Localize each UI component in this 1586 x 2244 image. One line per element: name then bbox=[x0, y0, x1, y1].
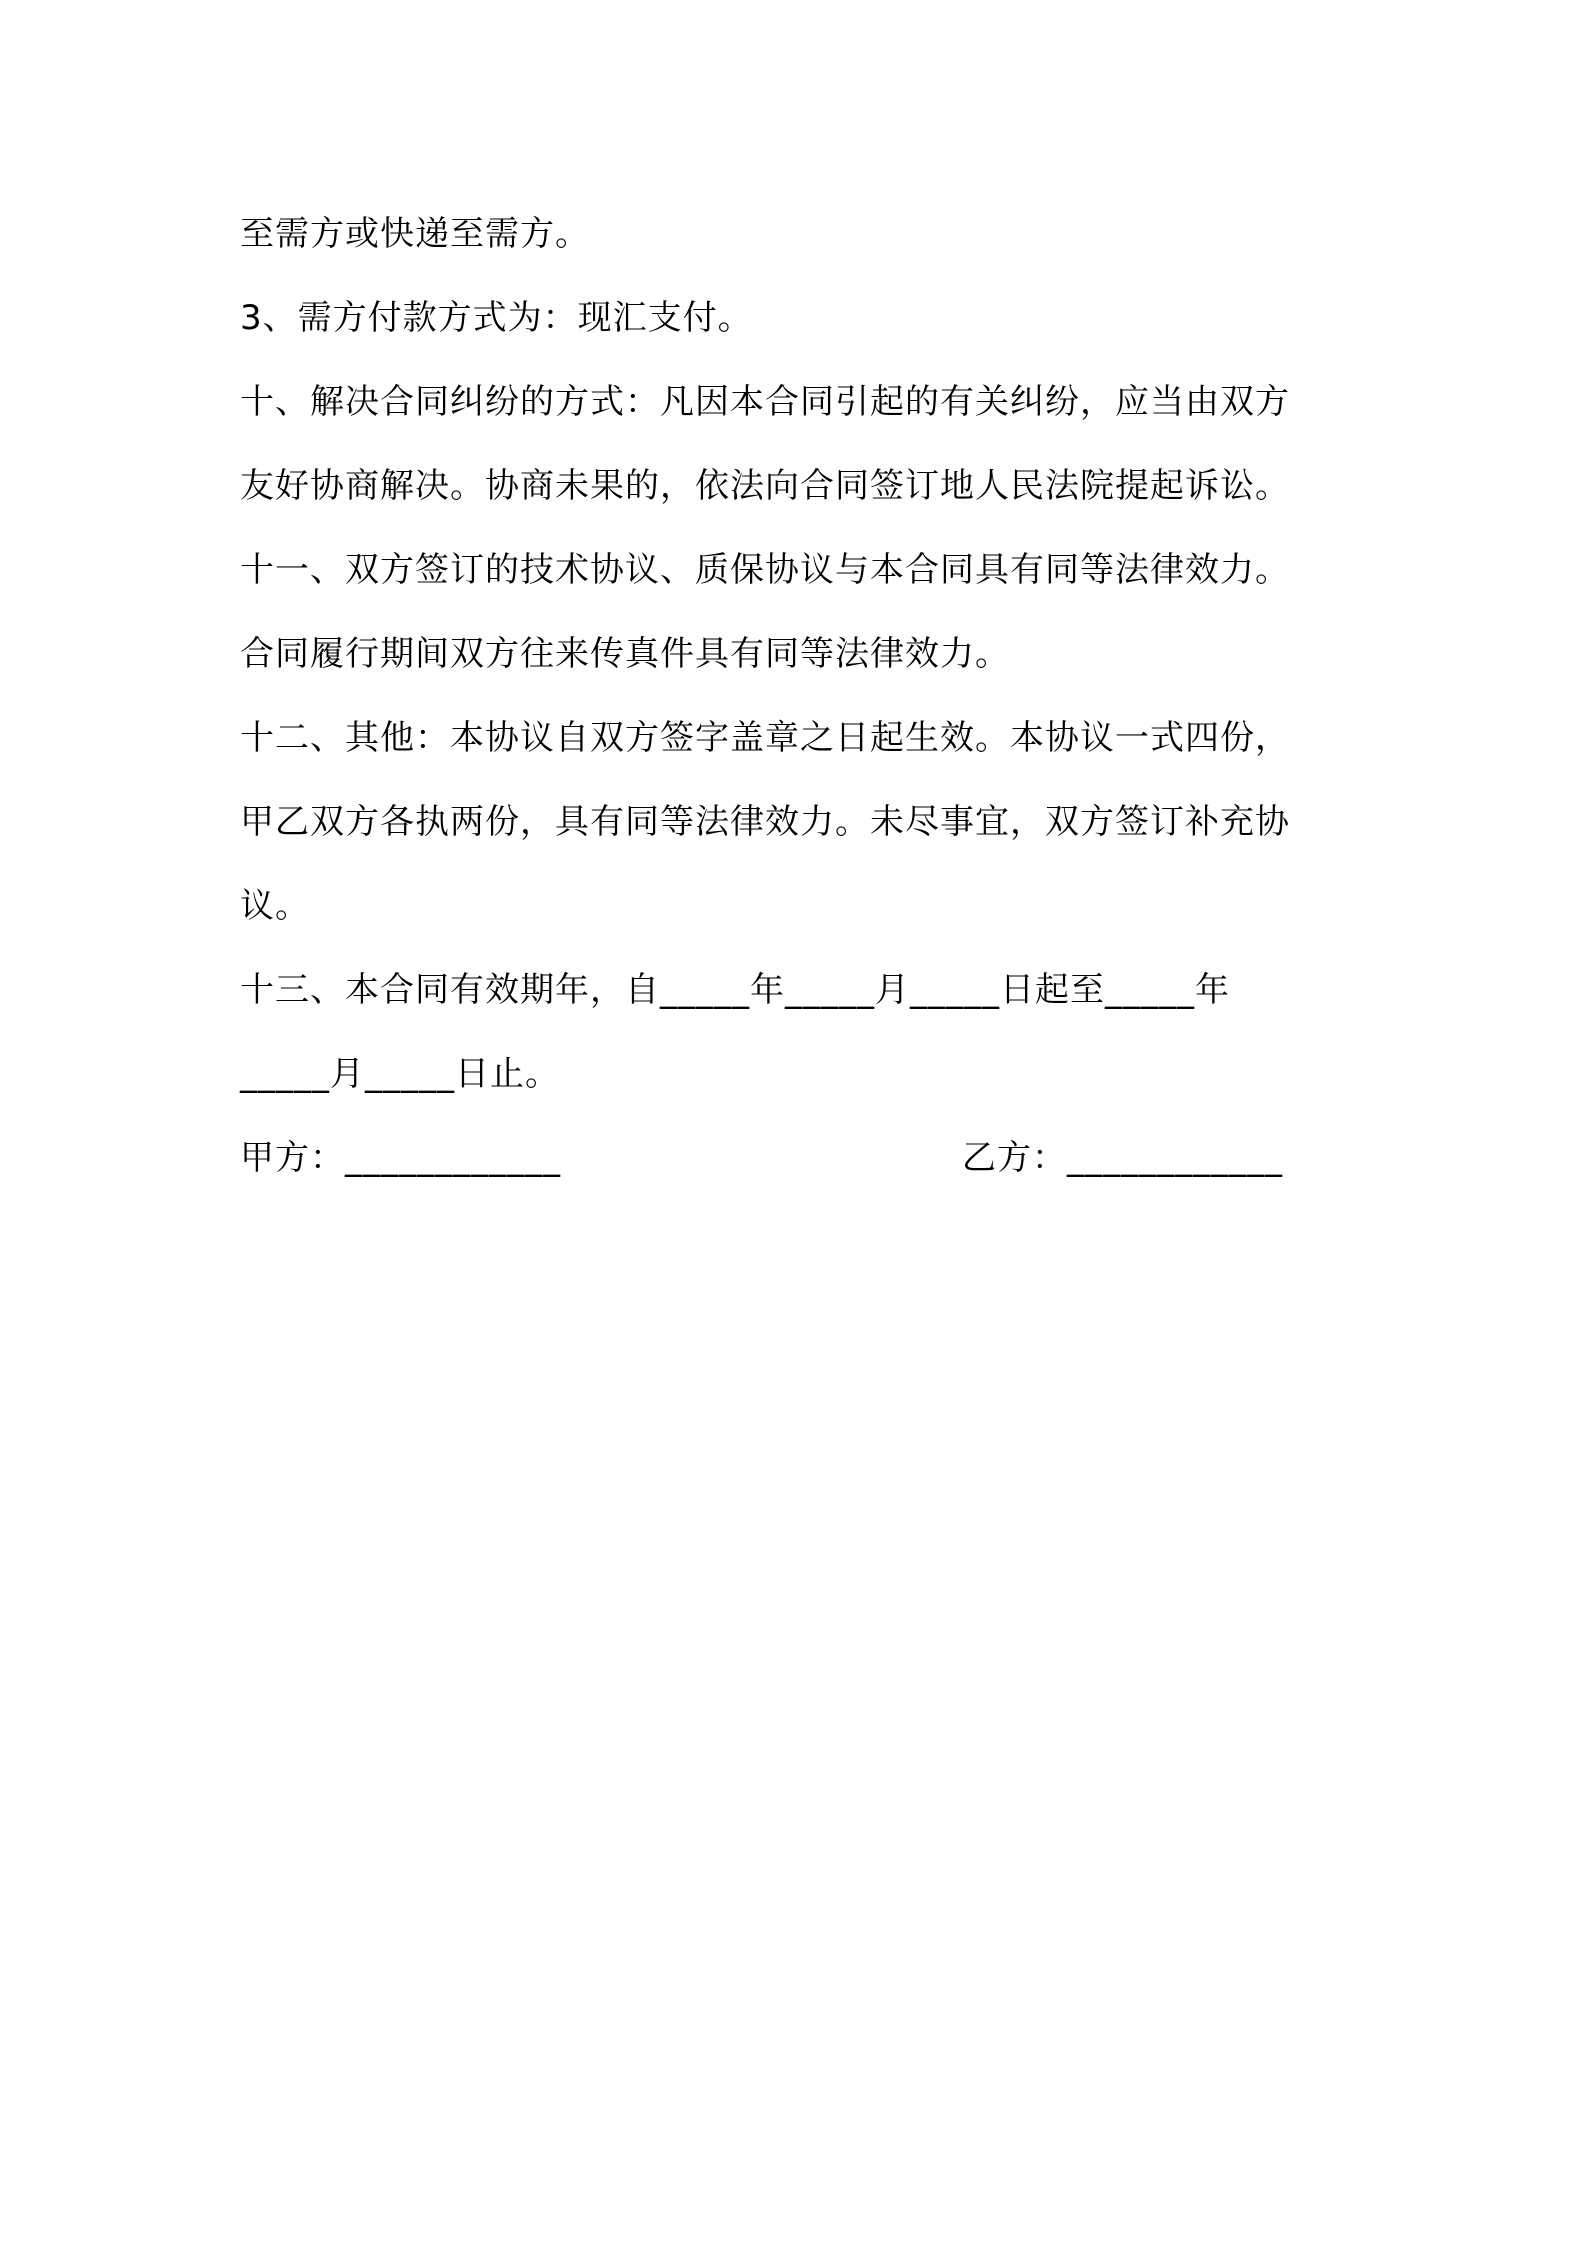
text-line: 合同履行期间双方往来传真件具有同等法律效力。 bbox=[240, 634, 1010, 674]
party-b-signature: 乙方：____________ bbox=[962, 1138, 1283, 1178]
party-a-signature: 甲方：____________ bbox=[240, 1138, 561, 1178]
text-line: 友好协商解决。协商未果的，依法向合同签订地人民法院提起诉讼。 bbox=[240, 466, 1290, 506]
contract-body bbox=[240, 192, 1355, 1200]
text-line: 至需方或快递至需方。 bbox=[240, 214, 590, 254]
signature-row bbox=[240, 1116, 1355, 1200]
text-line: 十一、双方签订的技术协议、质保协议与本合同具有同等法律效力。 bbox=[240, 550, 1290, 590]
text-line: 甲乙双方各执两份，具有同等法律效力。未尽事宜，双方签订补充协 bbox=[240, 802, 1290, 842]
text-line: 3、需方付款方式为：现汇支付。 bbox=[240, 298, 753, 338]
text-line: 十三、本合同有效期年，自_____年_____月_____日起至_____年 bbox=[240, 970, 1230, 1010]
text-line: _____月_____日止。 bbox=[240, 1054, 560, 1094]
text-line: 议。 bbox=[240, 886, 310, 926]
text-line: 十、解决合同纠纷的方式：凡因本合同引起的有关纠纷，应当由双方 bbox=[240, 382, 1290, 422]
text-line: 十二、其他：本协议自双方签字盖章之日起生效。本协议一式四份， bbox=[240, 718, 1290, 758]
